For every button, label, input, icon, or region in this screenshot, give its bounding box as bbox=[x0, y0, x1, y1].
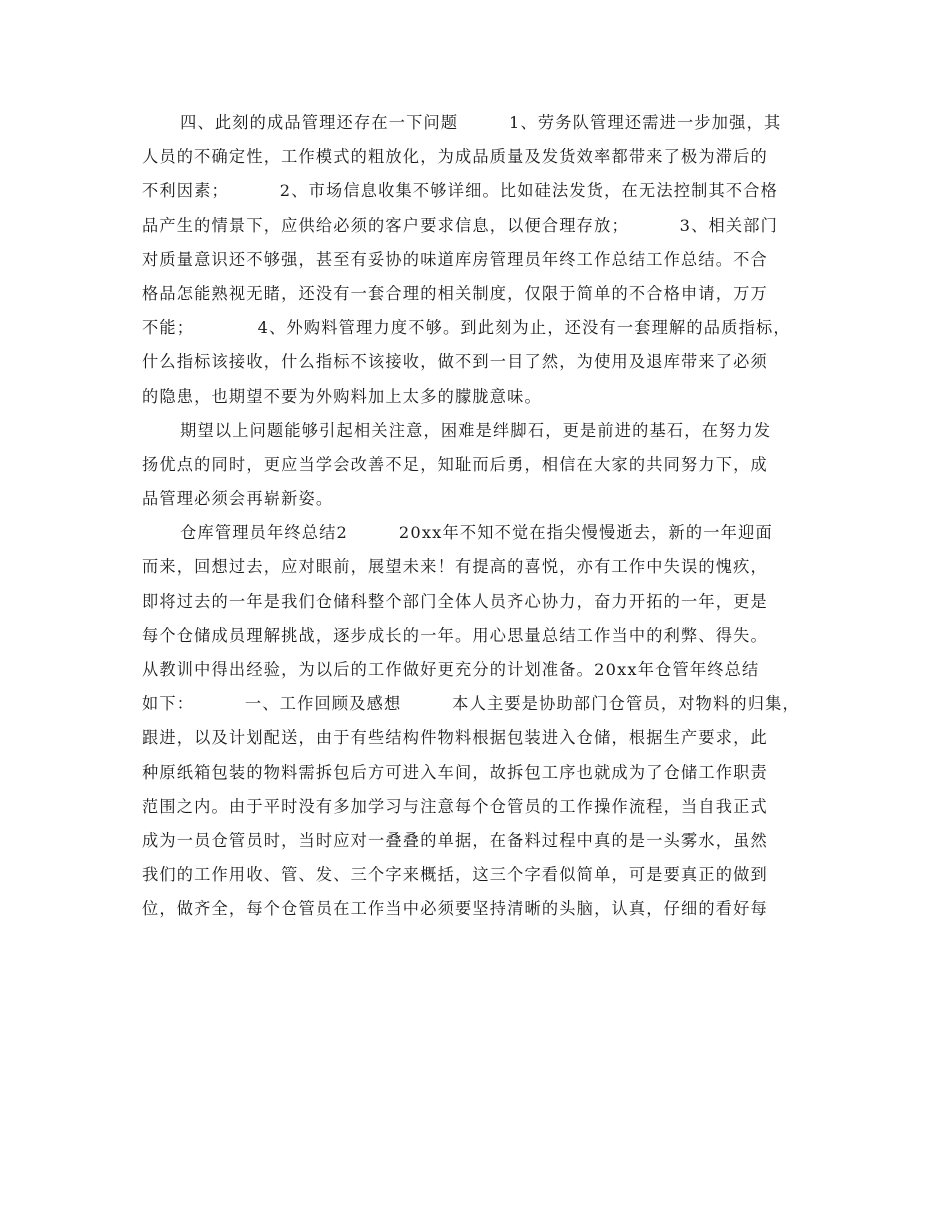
text-line: 范围之内。由于平时没有多加学习与注意每个仓管员的工作操作流程，当自我正式 bbox=[142, 796, 768, 816]
text-line: 对质量意识还不够强，甚至有妥协的味道库房管理员年终工作总结工作总结。不合 bbox=[142, 249, 768, 269]
text-line: 什么指标该接收，什么指标不该接收，做不到一目了然，为使用及退库带来了必须 bbox=[142, 352, 768, 372]
text-line: 跟进，以及计划配送，由于有些结构件物料根据包装进入仓储，根据生产要求，此 bbox=[142, 728, 768, 748]
text-line: 四、此刻的成品管理还存在一下问题 1、劳务队管理还需进一步加强，其 bbox=[142, 113, 782, 132]
text-line: 位，做齐全，每个仓管员在工作当中必须要坚持清晰的头脑，认真，仔细的看好每 bbox=[142, 899, 768, 919]
text-line: 格品怎能熟视无睹，还没有一套合理的相关制度，仅限于简单的不合格申请，万万 bbox=[142, 283, 768, 303]
text-line: 品管理必须会再崭新姿。 bbox=[142, 489, 334, 509]
text-line: 而来，回想过去，应对眼前，展望未来！有提高的喜悦，亦有工作中失误的愧疚， bbox=[142, 557, 768, 577]
text-line: 扬优点的同时，更应当学会改善不足，知耻而后勇，相信在大家的共同努力下，成 bbox=[142, 454, 768, 474]
text-line: 不能； 4、外购料管理力度不够。到此刻为止，还没有一套理解的品质指标， bbox=[142, 318, 791, 338]
text-line: 每个仓储成员理解挑战，逐步成长的一年。用心思量总结工作当中的利弊、得失。 bbox=[142, 625, 768, 645]
text-line: 人员的不确定性，工作模式的粗放化，为成品质量及发货效率都带来了极为滞后的 bbox=[142, 147, 768, 167]
text-line: 即将过去的一年是我们仓储科整个部门全体人员齐心协力，奋力开拓的一年，更是 bbox=[142, 591, 768, 611]
document-body bbox=[142, 106, 822, 927]
text-line: 的隐患，也期望不要为外购料加上太多的朦胧意味。 bbox=[142, 386, 542, 406]
text-line: 期望以上问题能够引起相关注意，困难是绊脚石，更是前进的基石，在努力发 bbox=[142, 420, 772, 440]
text-line: 我们的工作用收、管、发、三个字来概括，这三个字看似简单，可是要真正的做到 bbox=[142, 865, 768, 885]
text-line: 仓库管理员年终总结2 20xx年不知不觉在指尖慢慢逝去，新的一年迎面 bbox=[142, 523, 773, 543]
text-line: 种原纸箱包装的物料需拆包后方可进入车间，故拆包工序也就成为了仓储工作职责 bbox=[142, 762, 768, 782]
text-line: 品产生的情景下，应供给必须的客户要求信息，以便合理存放； 3、相关部门 bbox=[142, 215, 779, 235]
text-line: 不利因素； 2、市场信息收集不够详细。比如硅法发货，在无法控制其不合格 bbox=[142, 181, 779, 201]
text-line: 如下： 一、工作回顾及感想 本人主要是协助部门仓管员，对物料的归集， bbox=[142, 694, 800, 714]
text-line: 从教训中得出经验，为以后的工作做好更充分的计划准备。20xx年仓管年终总结 bbox=[142, 660, 760, 679]
text-line: 成为一员仓管员时，当时应对一叠叠的单据，在备料过程中真的是一头雾水，虽然 bbox=[142, 830, 768, 850]
